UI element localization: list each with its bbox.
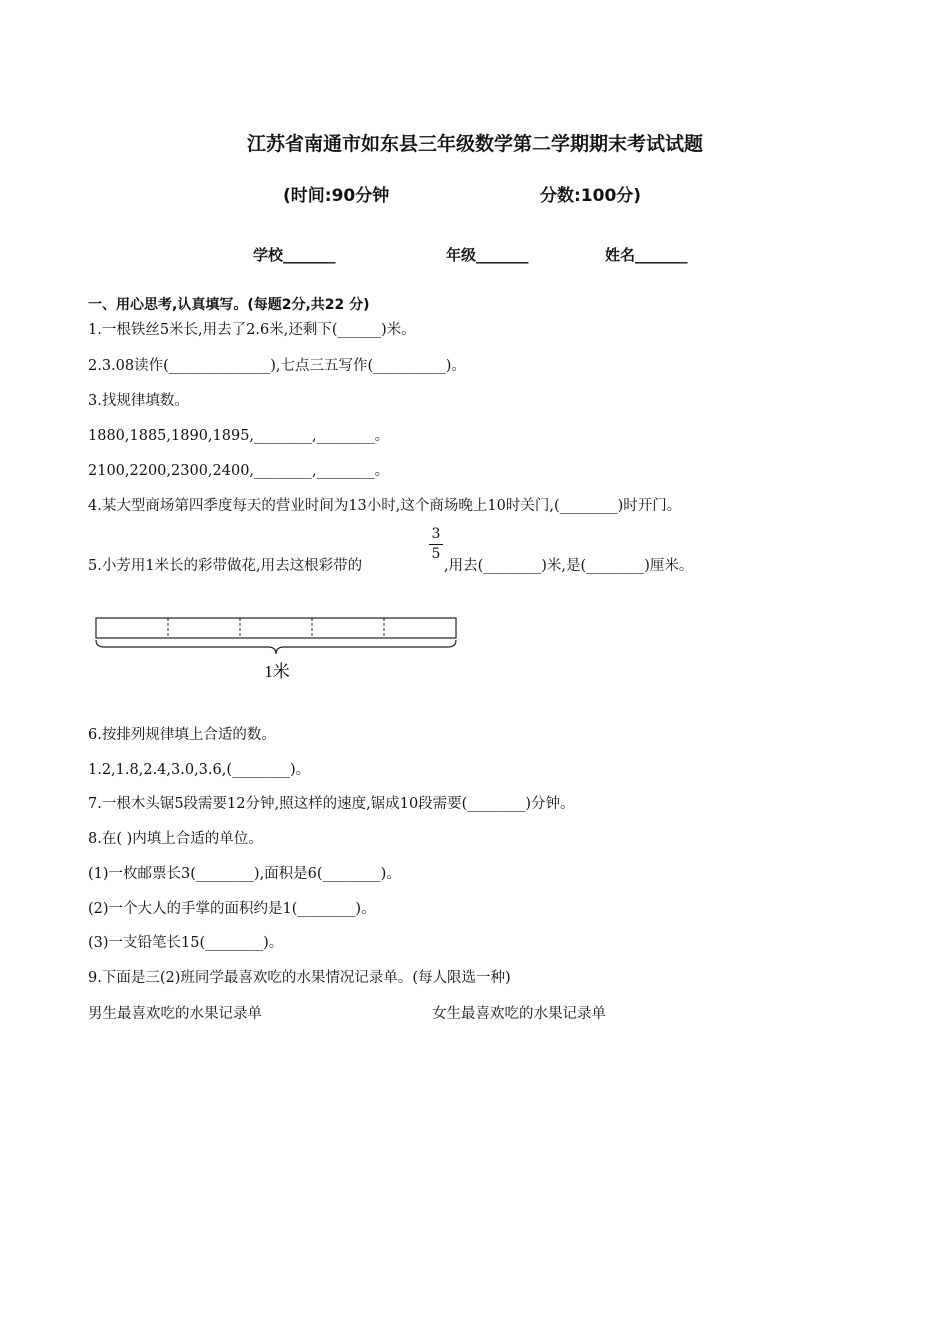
fraction-numerator: 3 — [431, 526, 441, 542]
fraction-denominator: 5 — [431, 546, 441, 562]
question-8-3: (3)一支铅笔长15(________)。 — [88, 935, 284, 951]
question-5-after: ,用去(________)米,是(________)厘米。 — [444, 558, 694, 574]
fraction-bar — [429, 544, 443, 545]
question-5-before: 5.小芳用1米长的彩带做花,用去这根彩带的 — [88, 558, 363, 574]
question-9: 9.下面是三(2)班同学最喜欢吃的水果情况记录单。(每人限选一种) — [88, 970, 511, 986]
question-1: 1.一根铁丝5米长,用去了2.6米,还剩下(______)米。 — [88, 322, 416, 338]
question-6-row: 1.2,1.8,2.4,3.0,3.6,(________)。 — [88, 762, 311, 778]
exam-time: (时间:90分钟 — [283, 186, 390, 206]
question-7: 7.一根木头锯5段需要12分钟,照这样的速度,锯成10段需要(________)分钟。 — [88, 796, 575, 812]
question-2: 2.3.08读作(______________),七点三五写作(__________)。 — [88, 358, 466, 374]
question-8-2: (2)一个大人的手掌的面积约是1(________)。 — [88, 901, 376, 917]
question-8: 8.在( )内填上合适的单位。 — [88, 831, 263, 847]
brace — [96, 640, 456, 654]
fraction-three-fifths — [429, 526, 443, 563]
school-field: 学校_______ — [253, 246, 336, 264]
girls-record-title: 女生最喜欢吃的水果记录单 — [432, 1006, 606, 1022]
ribbon-length-label: 1米 — [264, 662, 290, 681]
question-8-1: (1)一枚邮票长3(________),面积是6(________)。 — [88, 866, 401, 882]
question-3: 3.找规律填数。 — [88, 393, 189, 409]
question-3-row-a: 1880,1885,1890,1895,________,________。 — [88, 428, 390, 444]
question-6: 6.按排列规律填上合适的数。 — [88, 727, 276, 743]
name-field: 姓名_______ — [605, 246, 688, 264]
ribbon-rect — [96, 618, 456, 638]
exam-score: 分数:100分) — [540, 186, 642, 206]
question-3-row-b: 2100,2200,2300,2400,________,________。 — [88, 463, 390, 479]
boys-record-title: 男生最喜欢吃的水果记录单 — [88, 1006, 262, 1022]
grade-field: 年级_______ — [446, 246, 529, 264]
ribbon-diagram — [90, 612, 462, 690]
page-title: 江苏省南通市如东县三年级数学第二学期期末考试试题 — [246, 133, 703, 155]
question-4: 4.某大型商场第四季度每天的营业时间为13小时,这个商场晚上10时关门,(________)时开门。 — [88, 498, 682, 514]
section-heading: 一、用心思考,认真填写。(每题2分,共22 分) — [88, 297, 370, 313]
